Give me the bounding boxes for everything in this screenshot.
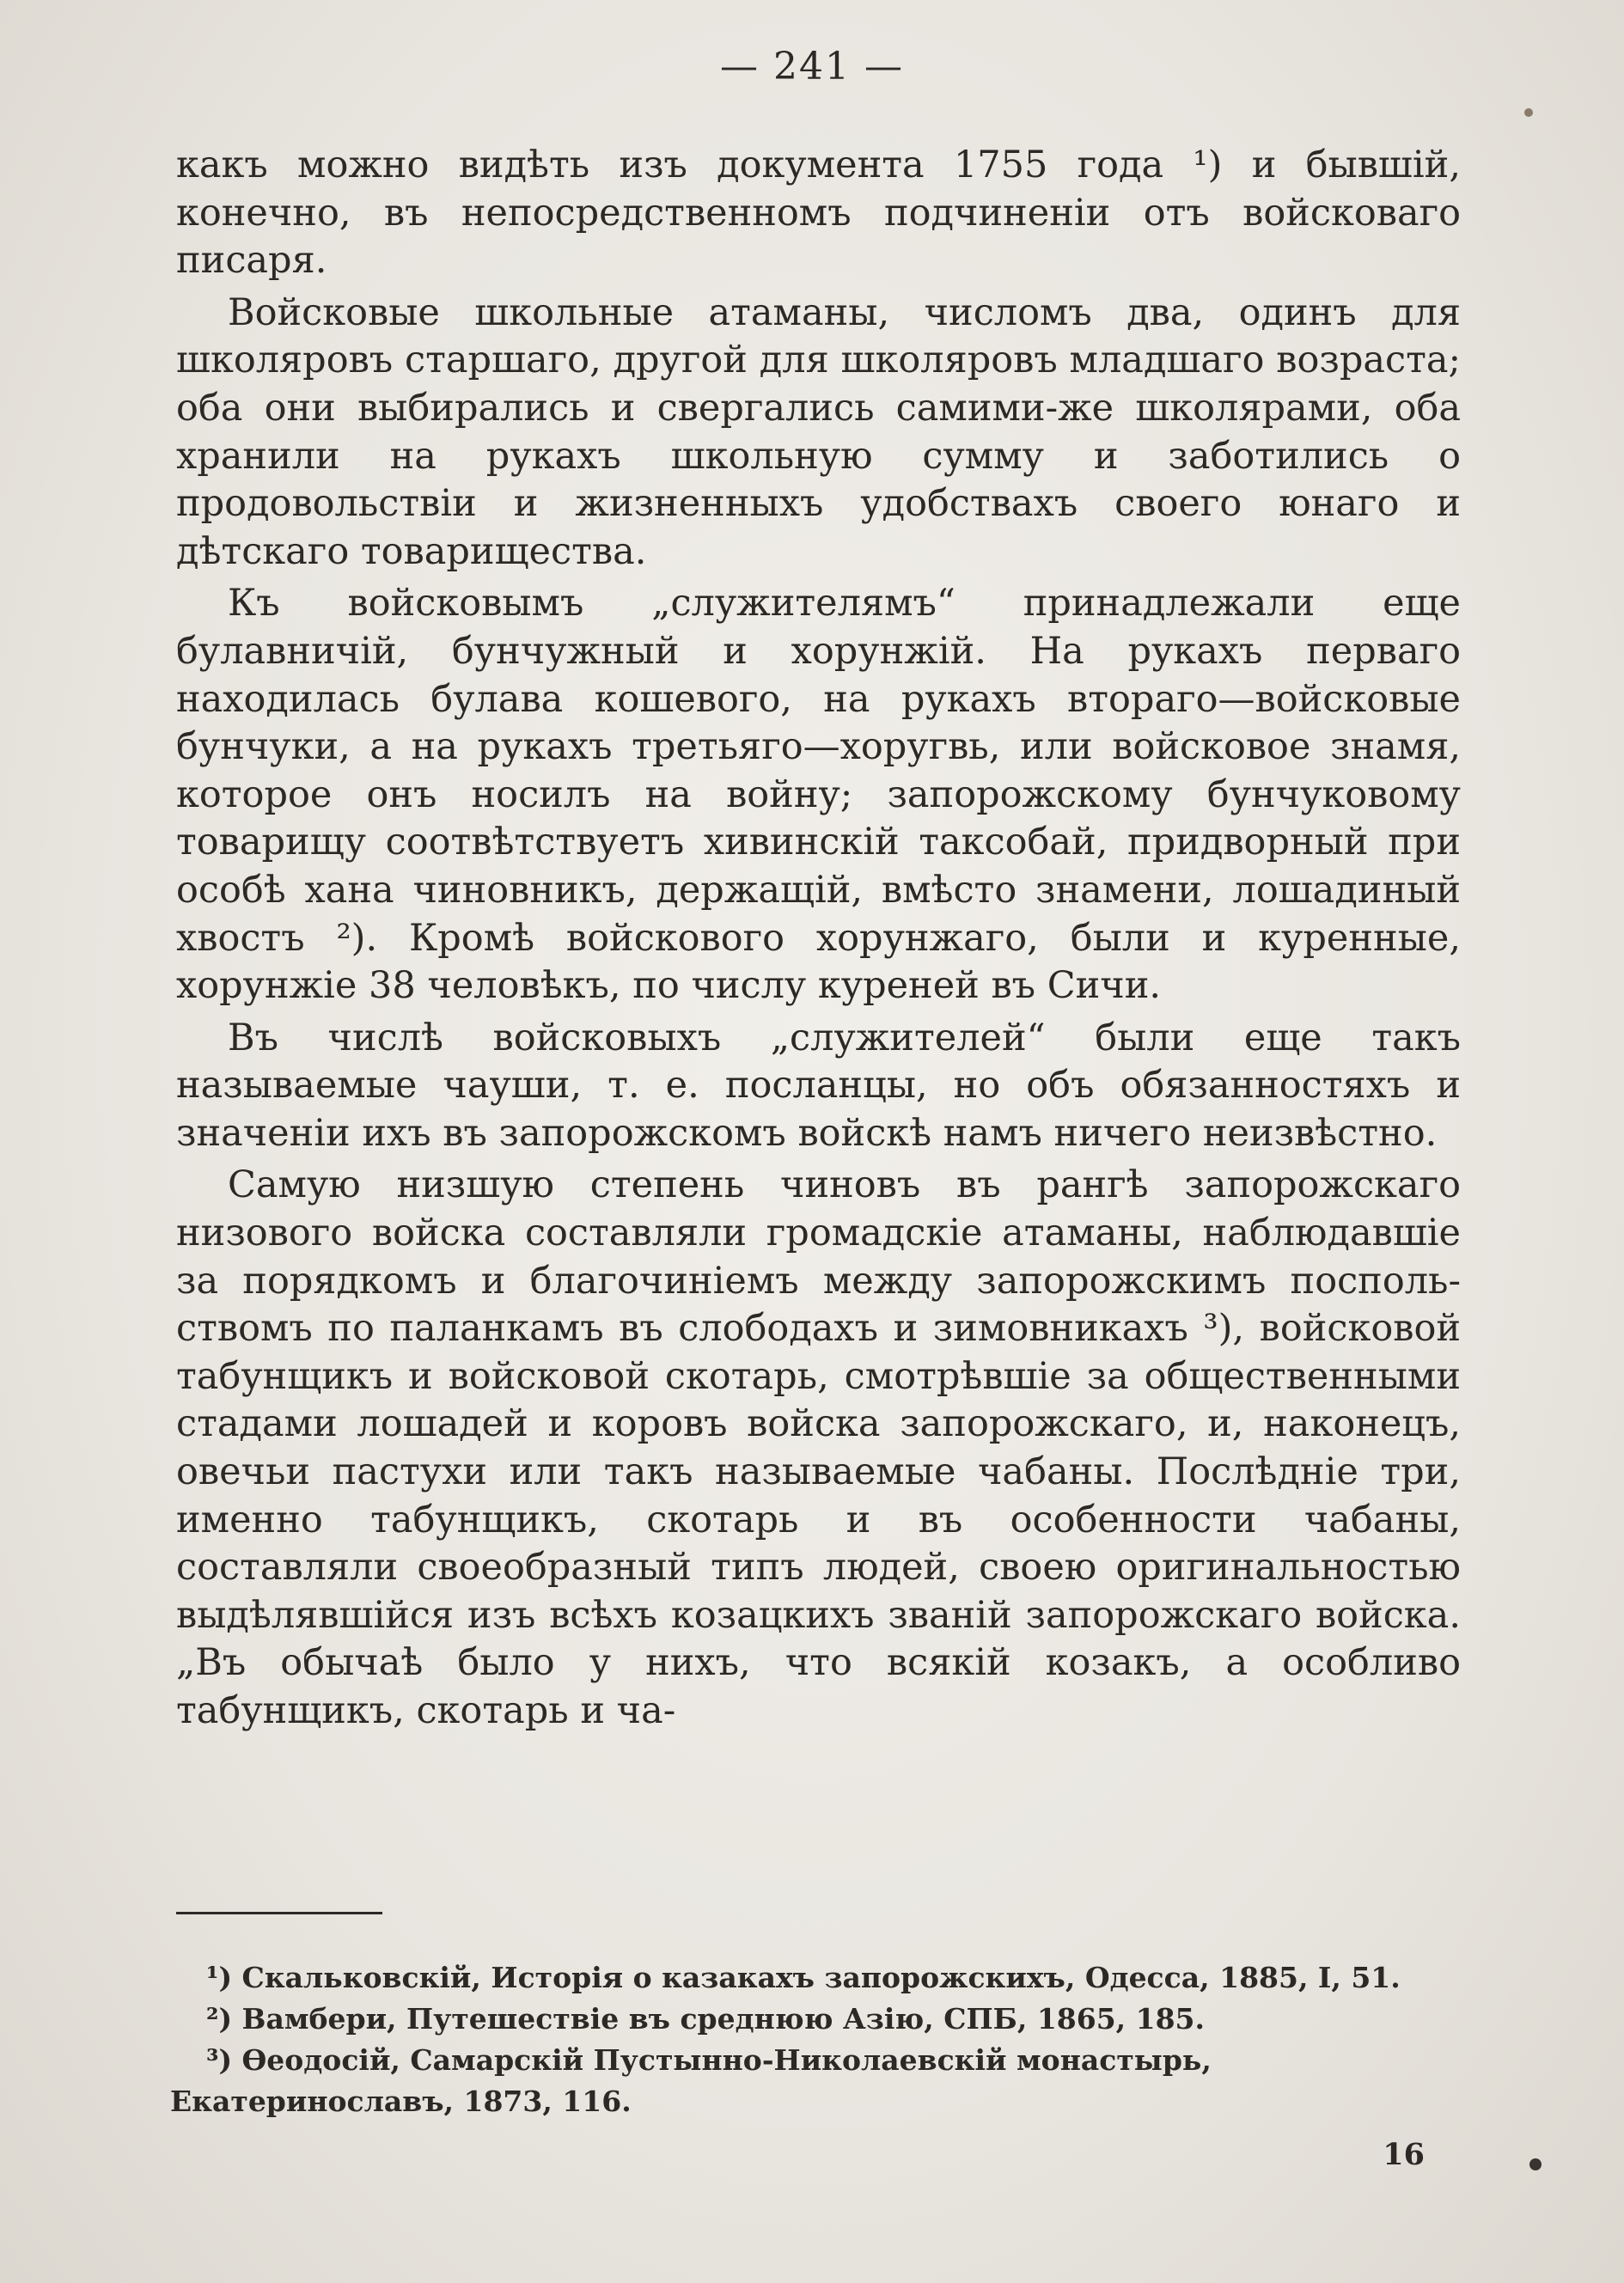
paragraph-3: Къ войсковымъ „служителямъ“ принадлежали еще булавничій, бунчужный и хорунжій. На рукахъ перваго находилась булава кошевого, на рукахъ втораго—войсковые бунчуки, а на рукахъ третьяго—хоругвь, или войсковое знамя, которое онъ носилъ на войну; запорожскому бунчуковому товарищу соотвѣтствуетъ хивинскій таксобай, придворный при особѣ хана чиновникъ, держащій, вмѣсто знамени, лошадиный хвостъ ²). Кромѣ войскового хорунжаго, были и куренные, хорунжіе 38 человѣкъ, по числу куреней въ Сичи.: [176, 582, 1461, 1008]
footnote-2: ²) Вамбери, Путешествіе въ среднюю Азію, СПБ, 1865, 185.: [206, 2002, 1206, 2036]
paragraph-4: Въ числѣ войсковыхъ „служителей“ были еще такъ называемые чауши, т. е. посланцы, но объ обязанностяхъ и значеніи ихъ въ запорожскомъ войскѣ намъ ничего неизвѣстно.: [176, 1016, 1461, 1155]
footnote-3: ³) Ѳеодосій, Самарскій Пустынно-Николаевскій монастырь, Екатеринославъ, 1873, 116.: [170, 2043, 1212, 2118]
stain-spot: [1524, 108, 1533, 117]
paragraph-1: какъ можно видѣть изъ документа 1755 года ¹) и бывшій, конечно, въ непосредственномъ подчиненіи отъ войсковаго писаря.: [176, 143, 1461, 283]
footnote-rule: [176, 1912, 382, 1914]
ink-spot: [1529, 2158, 1542, 2170]
signature-mark: 16: [1383, 2137, 1425, 2172]
footnotes: [170, 1957, 1463, 2122]
paragraph-2: Войсковые школьные атаманы, числомъ два, одинъ для школяровъ старшаго, другой для школяровъ младшаго возраста; оба они выбирались и свергались самими-же школярами, оба хранили на рукахъ школьную сумму и заботились о продовольствіи и жизненныхъ удобствахъ своего юнаго и дѣтскаго товарищества.: [176, 290, 1461, 573]
main-text: [176, 142, 1461, 1736]
page-number: — 241 —: [720, 45, 904, 89]
paragraph-5: Самую низшую степень чиновъ въ рангѣ запорожскаго низового войска составляли громадскіе атаманы, наблюдавшіе за порядкомъ и благочиніемъ между запорожскимъ поспольствомъ по паланкамъ въ слободахъ и зимовникахъ ³), войсковой табунщикъ и войсковой скотарь, смотрѣвшіе за общественными стадами лошадей и коровъ войска запорожскаго, и, наконецъ, овечьи пастухи или такъ называемые чабаны. Послѣдніе три, именно табунщикъ, скотарь и въ особенности чабаны, составляли своеобразный типъ людей, своею оригинальностью выдѣлявшійся изъ всѣхъ козацкихъ званій запорожскаго войска. „Въ обычаѣ было у нихъ, что всякій козакъ, а особливо табунщикъ, скотарь и ча-: [176, 1163, 1461, 1732]
footnote-1: ¹) Скальковскій, Исторія о казакахъ запорожскихъ, Одесса, 1885, I, 51.: [206, 1961, 1401, 1994]
